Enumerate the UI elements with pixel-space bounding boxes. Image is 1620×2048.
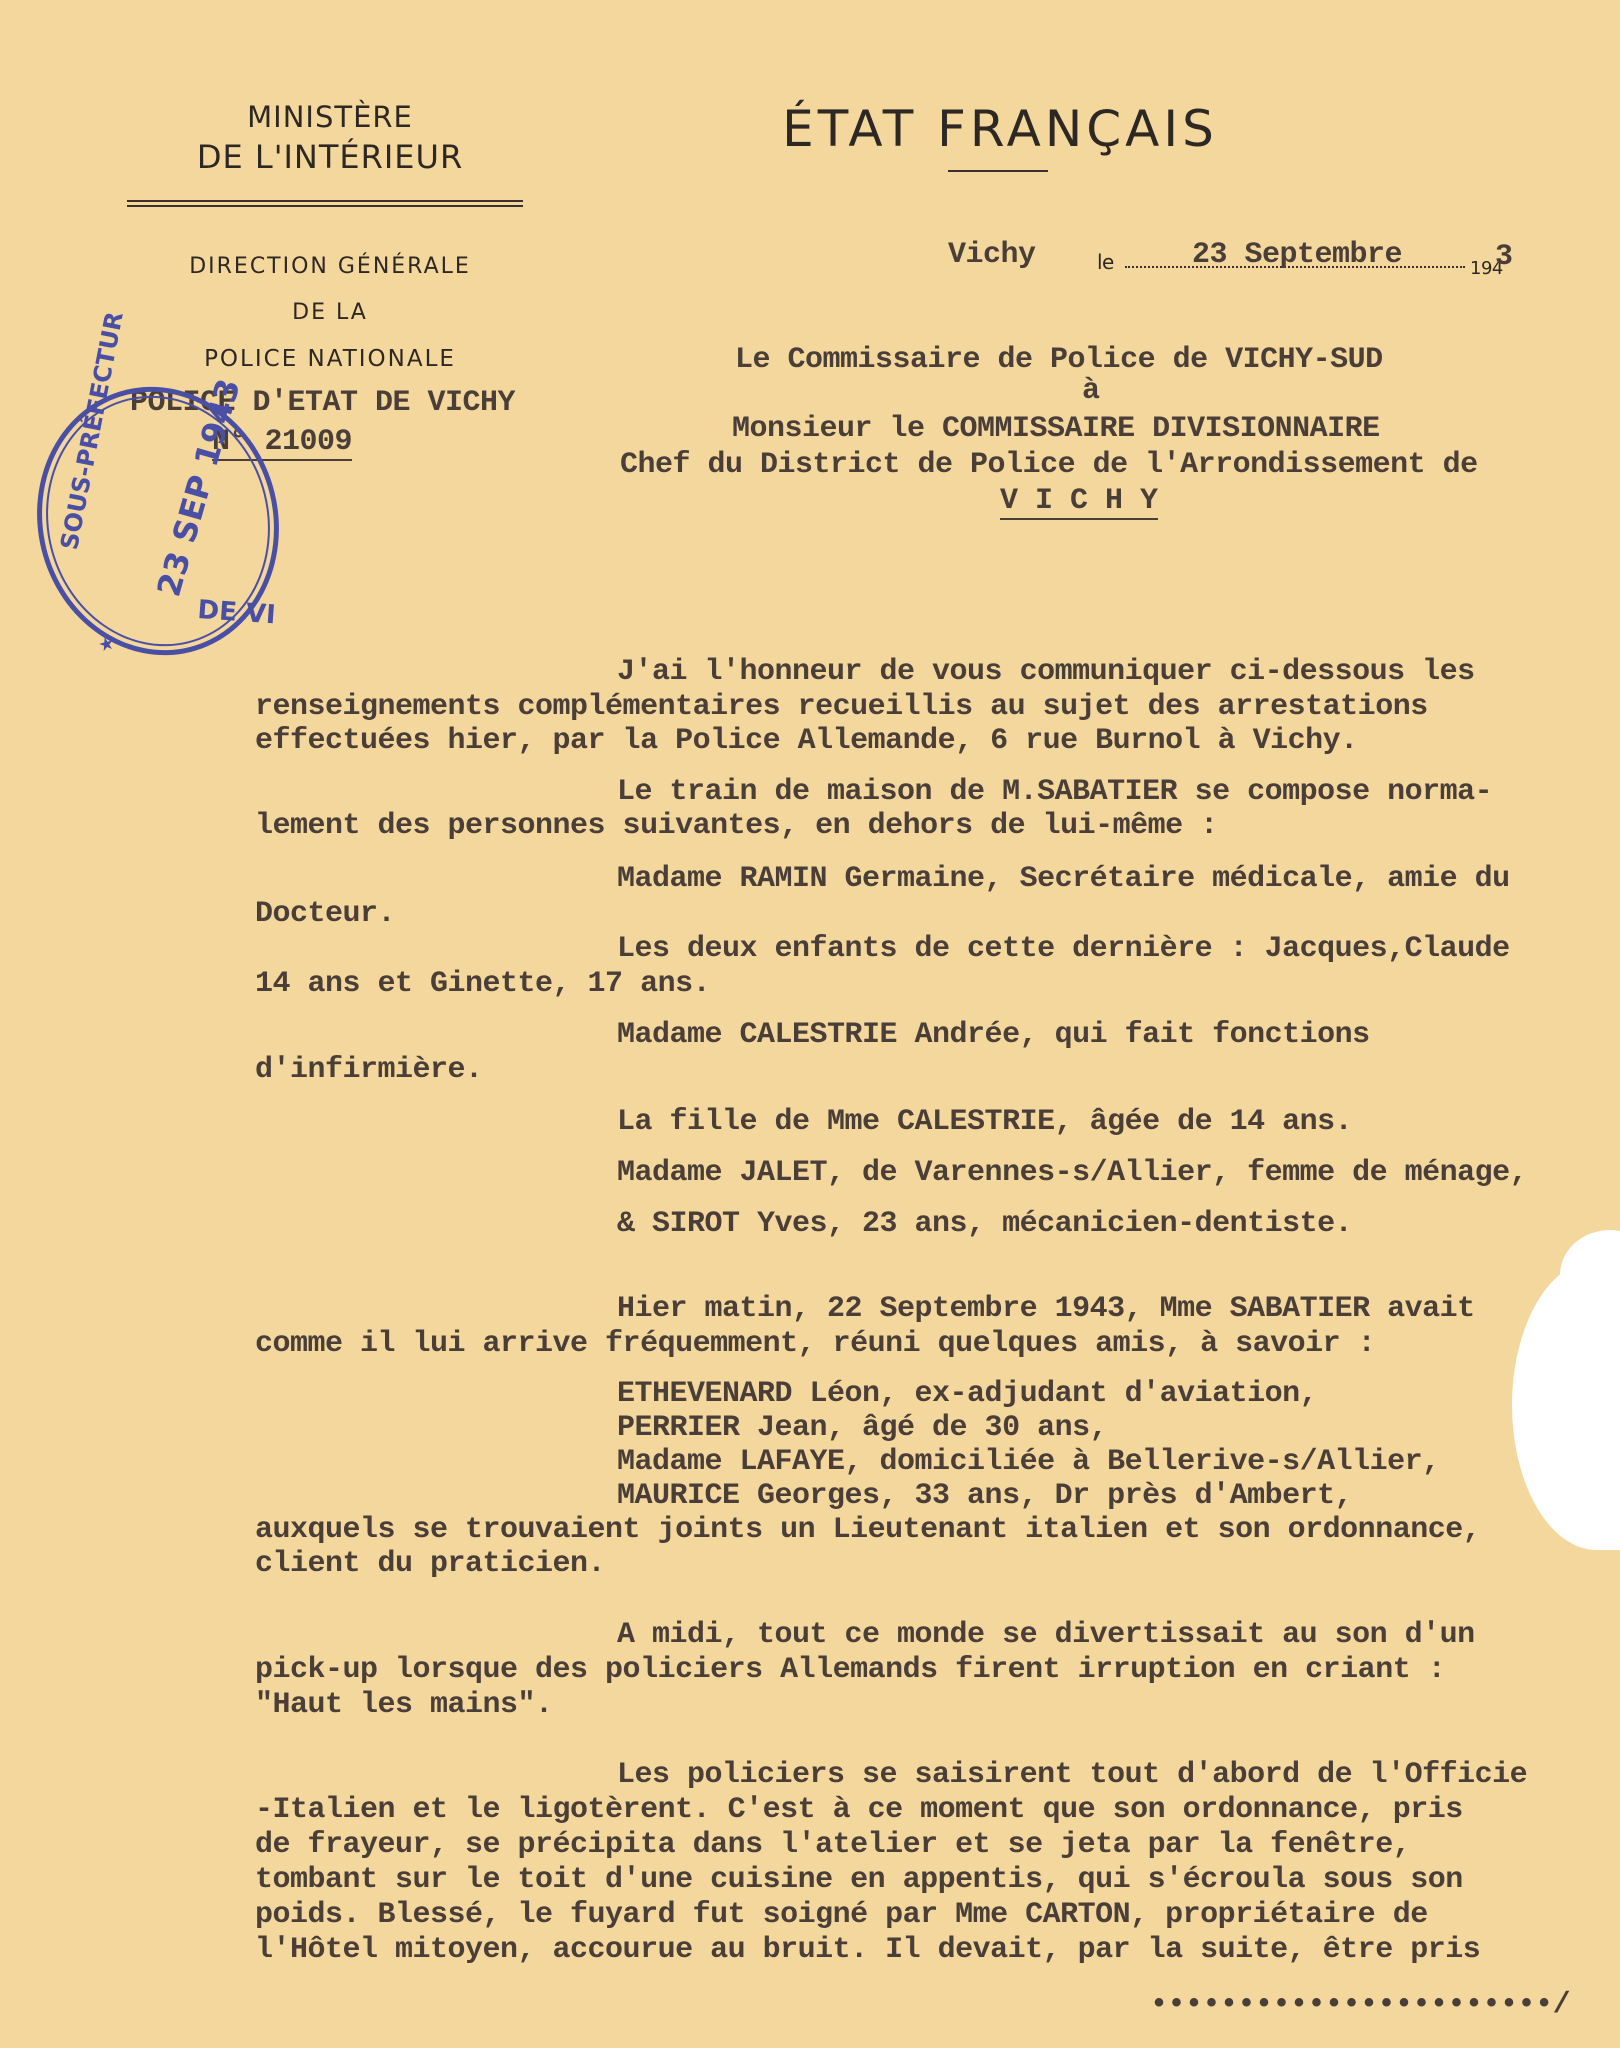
body-line-17: ETHEVENARD Léon, ex-adjudant d'aviation, [617,1377,1318,1411]
address-city: V I C H Y [1000,484,1158,518]
state-title: ÉTAT FRANÇAIS [782,100,1218,158]
body-line-9: 14 ans et Ginette, 17 ans. [255,967,711,1001]
address-recipient-title: Chef du District de Police de l'Arrondissement de [620,448,1478,482]
body-line-31: l'Hôtel mitoyen, accourue au bruit. Il devait, par la suite, être pris [255,1933,1481,1967]
body-line-8: Les deux enfants de cette dernière : Jacques,Claude [617,932,1510,966]
body-line-16: comme il lui arrive fréquemment, réuni quelques amis, à savoir : [255,1327,1376,1361]
body-line-13: Madame JALET, de Varennes-s/Allier, femme de ménage, [617,1156,1528,1190]
address-from: Le Commissaire de Police de VICHY-SUD [735,343,1383,377]
body-line-4: Le train de maison de M.SABATIER se compose norma- [617,775,1493,809]
body-line-12: La fille de Mme CALESTRIE, âgée de 14 ans. [617,1105,1353,1139]
body-line-3: effectuées hier, par la Police Allemande, 6 rue Burnol à Vichy. [255,724,1358,758]
ministry-heading [130,100,530,174]
body-line-18: PERRIER Jean, âgé de 30 ans, [617,1411,1108,1445]
direction-block [130,244,530,382]
body-line-1: J'ai l'honneur de vous communiquer ci-dessous les [617,655,1475,689]
body-line-27: -Italien et le ligotèrent. C'est à ce moment que son ordonnance, pris [255,1793,1463,1827]
heading-rule [127,200,523,202]
body-line-11: d'infirmière. [255,1053,483,1087]
ministry-line-1: MINISTÈRE [247,100,413,134]
star-icon: ★ [96,632,117,656]
body-line-15: Hier matin, 22 Septembre 1943, Mme SABATIER avait [617,1292,1475,1326]
body-line-23: A midi, tout ce monde se divertissait au son d'un [617,1618,1475,1652]
body-line-22: client du praticien. [255,1547,606,1581]
reference-number: N° 21009 [212,425,353,459]
body-line-10: Madame CALESTRIE Andrée, qui fait fonctions [617,1018,1370,1052]
direction-line-3: POLICE NATIONALE [204,346,456,372]
body-line-25: "Haut les mains". [255,1688,553,1722]
address-to-word: à [1082,374,1100,408]
direction-line-2: DE LA [292,300,368,325]
state-title-underline [948,170,1048,172]
year-prefix: 194 [1470,258,1503,279]
body-line-29: tombant sur le toit d'une cuisine en appentis, qui s'écroula sous son [255,1863,1463,1897]
body-line-30: poids. Blessé, le fuyard fut soigné par Mme CARTON, propriétaire de [255,1898,1428,1932]
body-line-2: renseignements complémentaires recueillis au sujet des arrestations [255,690,1428,724]
stamp-bottom-text: DE VI [196,595,277,631]
ministry-line-2: DE L'INTÉRIEUR [196,138,464,176]
body-line-14: & SIROT Yves, 23 ans, mécanicien-dentiste. [617,1207,1353,1241]
address-recipient: Monsieur le COMMISSAIRE DIVISIONNAIRE [732,412,1380,446]
reference-office: POLICE D'ETAT DE VICHY [130,386,516,420]
date-le: le [1097,250,1114,274]
heading-rule-double [127,205,523,207]
body-line-21: auxquels se trouvaient joints un Lieutenant italien et son ordonnance, [255,1513,1481,1547]
year-suffix: 3 [1495,240,1513,274]
body-line-28: de frayeur, se précipita dans l'atelier et se jeta par la fenêtre, [255,1828,1411,1862]
direction-line-1: DIRECTION GÉNÉRALE [189,254,471,279]
body-line-7: Docteur. [255,897,396,931]
body-line-26: Les policiers se saisirent tout d'abord de l'Officie [617,1758,1528,1792]
continuation-dots: •••••••••••••••••••••••/ [1150,1988,1571,2022]
stamp-date: 23 SEP 1943 [149,374,248,601]
date-city: Vichy [948,238,1036,272]
body-line-6: Madame RAMIN Germaine, Secrétaire médicale, amie du [617,862,1510,896]
body-line-24: pick-up lorsque des policiers Allemands firent irruption en criant : [255,1653,1446,1687]
body-line-19: Madame LAFAYE, domiciliée à Bellerive-s/Allier, [617,1445,1440,1479]
stamp-arc-text: SOUS-PRÉFECTUR [55,309,129,552]
body-line-5: lement des personnes suivantes, en dehors de lui-même : [255,809,1218,843]
date-value: 23 Septembre [1192,238,1403,272]
body-line-20: MAURICE Georges, 33 ans, Dr près d'Ambert, [617,1479,1353,1513]
